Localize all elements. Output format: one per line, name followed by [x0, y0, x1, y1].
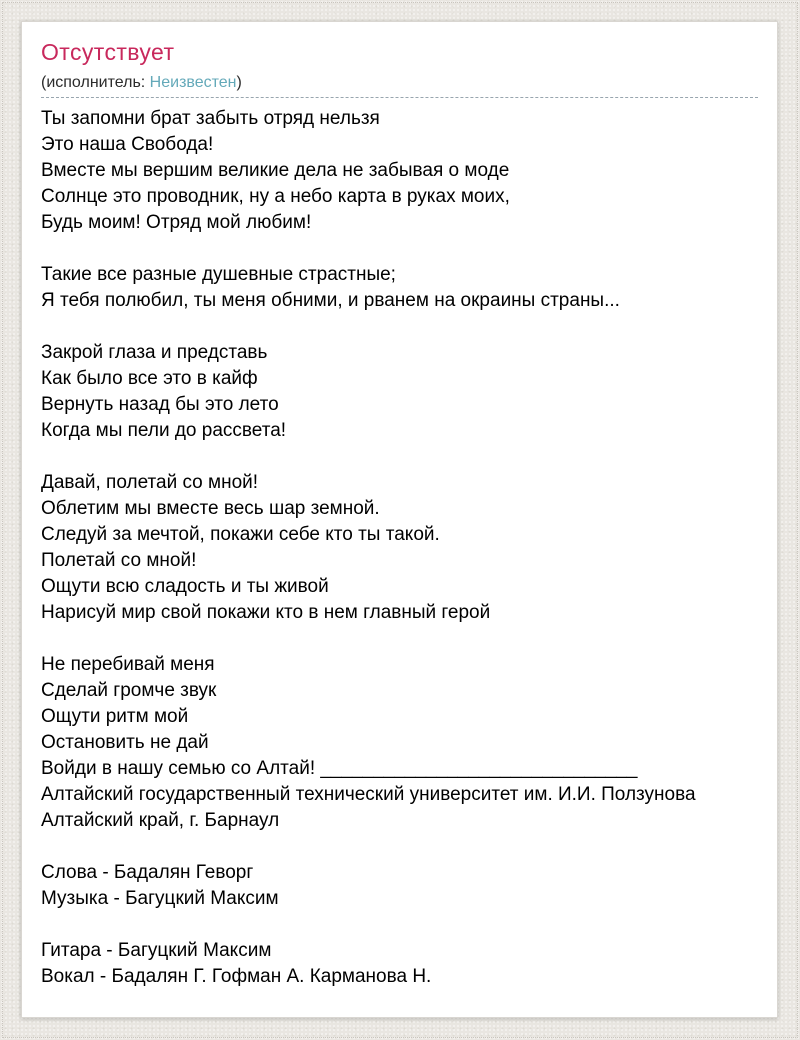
lyric-line: Остановить не дай [41, 732, 209, 753]
lyric-line: Не перебивай меня [41, 654, 215, 675]
lyric-line: Ты запомни брат забыть отряд нельзя [41, 108, 380, 129]
lyric-line: Это наша Свобода! [41, 134, 214, 155]
dashed-separator [41, 97, 758, 98]
lyric-line: Вокал - Бадалян Г. Гофман А. Карманова Н. [41, 966, 432, 987]
lyric-line: Войди в нашу семью со Алтай! ______________________________ [41, 758, 638, 779]
lyric-line: Гитара - Багуцкий Максим [41, 940, 272, 961]
lyric-line: Когда мы пели до рассвета! [41, 420, 287, 441]
lyric-line: Давай, полетай со мной! [41, 472, 259, 493]
lyric-line [41, 314, 758, 340]
lyric-line: Солнце это проводник, ну а небо карта в руках моих, [41, 186, 510, 207]
lyric-line [41, 626, 758, 652]
song-title: Отсутствует [41, 39, 175, 65]
lyric-line: Такие все разные душевные страстные; [41, 264, 396, 285]
lyric-line: Ощути ритм мой [41, 706, 189, 727]
lyric-line: Алтайский государственный технический университет им. И.И. Ползунова [41, 784, 696, 805]
lyric-line: Ощути всю сладость и ты живой [41, 576, 329, 597]
lyric-line: Слова - Бадалян Геворг [41, 862, 254, 883]
lyric-line: Сделай громче звук [41, 680, 217, 701]
lyric-line: Как было все это в кайф [41, 368, 258, 389]
lyric-line: Алтайский край, г. Барнаул [41, 810, 280, 831]
lyrics-text [41, 106, 758, 990]
lyric-line: Вернуть назад бы это лето [41, 394, 279, 415]
lyric-line: Нарисуй мир свой покажи кто в нем главный герой [41, 602, 491, 623]
lyric-line: Музыка - Багуцкий Максим [41, 888, 279, 909]
lyrics-card [21, 21, 778, 1018]
lyric-line [41, 444, 758, 470]
lyric-line: Будь моим! Отряд мой любим! [41, 212, 312, 233]
artist-link[interactable]: Неизвестен [149, 74, 237, 91]
lyric-line: Полетай со мной! [41, 550, 197, 571]
artist-line [41, 73, 758, 93]
artist-label-suffix: ) [236, 74, 242, 91]
lyric-line [41, 236, 758, 262]
lyric-line [41, 834, 758, 860]
artist-label-prefix: (исполнитель: [41, 74, 150, 91]
lyric-line: Я тебя полюбил, ты меня обними, и рванем на окраины страны... [41, 290, 620, 311]
lyric-line: Следуй за мечтой, покажи себе кто ты такой. [41, 524, 440, 545]
lyric-line [41, 912, 758, 938]
lyric-line: Вместе мы вершим великие дела не забывая о моде [41, 160, 510, 181]
lyric-line: Облетим мы вместе весь шар земной. [41, 498, 380, 519]
lyric-line: Закрой глаза и представь [41, 342, 268, 363]
